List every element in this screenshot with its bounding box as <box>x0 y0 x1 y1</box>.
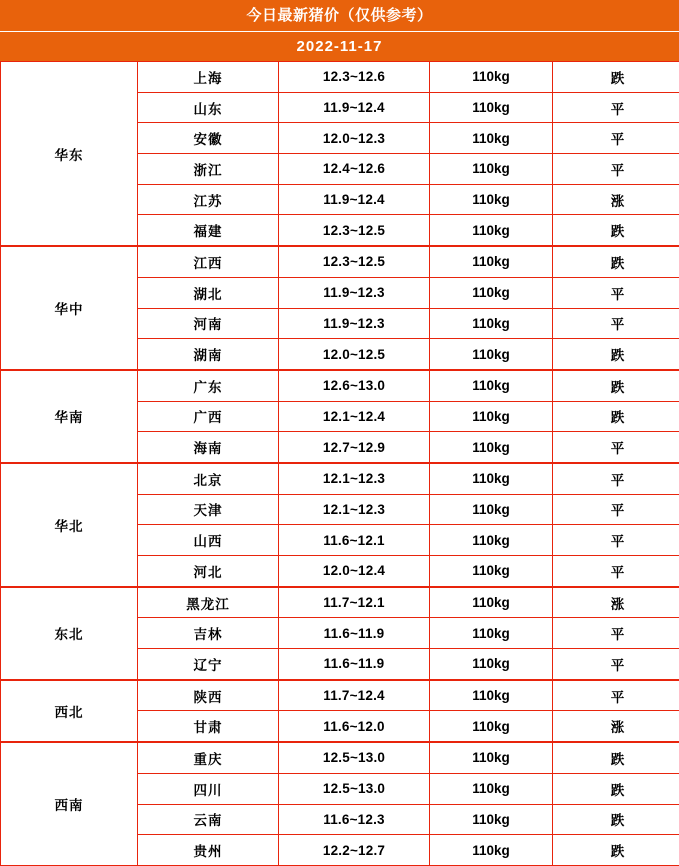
trend-cell: 平 <box>553 525 679 556</box>
trend-cell: 平 <box>553 680 679 711</box>
weight-cell: 110kg <box>430 123 553 154</box>
province-cell: 贵州 <box>138 835 279 866</box>
price-cell: 11.7~12.1 <box>279 587 430 618</box>
price-cell: 11.6~12.1 <box>279 525 430 556</box>
weight-cell: 110kg <box>430 494 553 525</box>
weight-cell: 110kg <box>430 215 553 246</box>
weight-cell: 110kg <box>430 432 553 463</box>
price-cell: 11.9~12.4 <box>279 92 430 123</box>
province-cell: 山东 <box>138 92 279 123</box>
price-cell: 11.9~12.3 <box>279 308 430 339</box>
weight-cell: 110kg <box>430 370 553 401</box>
weight-cell: 110kg <box>430 711 553 742</box>
table-row <box>1 680 679 711</box>
price-cell: 12.1~12.3 <box>279 494 430 525</box>
price-cell: 11.9~12.3 <box>279 277 430 308</box>
province-cell: 安徽 <box>138 123 279 154</box>
trend-cell: 跌 <box>553 215 679 246</box>
province-cell: 海南 <box>138 432 279 463</box>
table-row <box>1 246 679 277</box>
trend-cell: 平 <box>553 308 679 339</box>
price-table-body <box>1 62 679 866</box>
province-cell: 江苏 <box>138 184 279 215</box>
region-cell: 华南 <box>1 370 138 463</box>
price-cell: 12.0~12.5 <box>279 339 430 370</box>
province-cell: 湖北 <box>138 277 279 308</box>
weight-cell: 110kg <box>430 835 553 866</box>
trend-cell: 平 <box>553 494 679 525</box>
province-cell: 湖南 <box>138 339 279 370</box>
weight-cell: 110kg <box>430 773 553 804</box>
province-cell: 广西 <box>138 401 279 432</box>
table-row <box>1 370 679 401</box>
weight-cell: 110kg <box>430 246 553 277</box>
trend-cell: 跌 <box>553 804 679 835</box>
trend-cell: 跌 <box>553 742 679 773</box>
province-cell: 河北 <box>138 556 279 587</box>
trend-cell: 跌 <box>553 62 679 93</box>
price-cell: 11.9~12.4 <box>279 184 430 215</box>
price-cell: 12.3~12.5 <box>279 215 430 246</box>
weight-cell: 110kg <box>430 680 553 711</box>
price-cell: 11.6~12.3 <box>279 804 430 835</box>
table-row <box>1 587 679 618</box>
price-cell: 11.6~11.9 <box>279 618 430 649</box>
weight-cell: 110kg <box>430 92 553 123</box>
region-cell: 华北 <box>1 463 138 587</box>
province-cell: 北京 <box>138 463 279 494</box>
region-cell: 东北 <box>1 587 138 680</box>
weight-cell: 110kg <box>430 649 553 680</box>
price-cell: 11.6~12.0 <box>279 711 430 742</box>
province-cell: 浙江 <box>138 154 279 185</box>
region-cell: 华中 <box>1 246 138 370</box>
trend-cell: 跌 <box>553 370 679 401</box>
province-cell: 云南 <box>138 804 279 835</box>
weight-cell: 110kg <box>430 154 553 185</box>
price-cell: 12.4~12.6 <box>279 154 430 185</box>
trend-cell: 跌 <box>553 773 679 804</box>
province-cell: 四川 <box>138 773 279 804</box>
price-cell: 12.5~13.0 <box>279 742 430 773</box>
trend-cell: 跌 <box>553 401 679 432</box>
weight-cell: 110kg <box>430 62 553 93</box>
price-cell: 12.0~12.4 <box>279 556 430 587</box>
weight-cell: 110kg <box>430 742 553 773</box>
trend-cell: 跌 <box>553 339 679 370</box>
price-cell: 12.5~13.0 <box>279 773 430 804</box>
price-cell: 12.2~12.7 <box>279 835 430 866</box>
page-title: 今日最新猪价（仅供参考） <box>0 0 679 31</box>
province-cell: 辽宁 <box>138 649 279 680</box>
price-cell: 11.7~12.4 <box>279 680 430 711</box>
price-table <box>0 61 679 866</box>
weight-cell: 110kg <box>430 401 553 432</box>
province-cell: 河南 <box>138 308 279 339</box>
province-cell: 重庆 <box>138 742 279 773</box>
province-cell: 江西 <box>138 246 279 277</box>
province-cell: 广东 <box>138 370 279 401</box>
province-cell: 陕西 <box>138 680 279 711</box>
region-cell: 华东 <box>1 62 138 247</box>
weight-cell: 110kg <box>430 587 553 618</box>
region-cell: 西南 <box>1 742 138 865</box>
trend-cell: 平 <box>553 123 679 154</box>
table-row <box>1 463 679 494</box>
weight-cell: 110kg <box>430 804 553 835</box>
price-cell: 12.7~12.9 <box>279 432 430 463</box>
weight-cell: 110kg <box>430 339 553 370</box>
province-cell: 上海 <box>138 62 279 93</box>
weight-cell: 110kg <box>430 525 553 556</box>
table-row <box>1 742 679 773</box>
trend-cell: 平 <box>553 154 679 185</box>
price-cell: 12.3~12.5 <box>279 246 430 277</box>
weight-cell: 110kg <box>430 556 553 587</box>
province-cell: 黑龙江 <box>138 587 279 618</box>
weight-cell: 110kg <box>430 308 553 339</box>
price-cell: 12.3~12.6 <box>279 62 430 93</box>
price-cell: 12.6~13.0 <box>279 370 430 401</box>
trend-cell: 跌 <box>553 835 679 866</box>
province-cell: 天津 <box>138 494 279 525</box>
region-cell: 西北 <box>1 680 138 742</box>
price-cell: 12.1~12.3 <box>279 463 430 494</box>
weight-cell: 110kg <box>430 618 553 649</box>
trend-cell: 平 <box>553 92 679 123</box>
trend-cell: 平 <box>553 277 679 308</box>
province-cell: 吉林 <box>138 618 279 649</box>
trend-cell: 平 <box>553 432 679 463</box>
trend-cell: 平 <box>553 649 679 680</box>
trend-cell: 平 <box>553 556 679 587</box>
trend-cell: 平 <box>553 618 679 649</box>
price-cell: 12.0~12.3 <box>279 123 430 154</box>
report-date: 2022-11-17 <box>0 31 679 61</box>
province-cell: 甘肃 <box>138 711 279 742</box>
trend-cell: 涨 <box>553 184 679 215</box>
trend-cell: 平 <box>553 463 679 494</box>
table-row <box>1 62 679 93</box>
trend-cell: 涨 <box>553 587 679 618</box>
trend-cell: 涨 <box>553 711 679 742</box>
province-cell: 福建 <box>138 215 279 246</box>
province-cell: 山西 <box>138 525 279 556</box>
price-cell: 12.1~12.4 <box>279 401 430 432</box>
price-cell: 11.6~11.9 <box>279 649 430 680</box>
weight-cell: 110kg <box>430 184 553 215</box>
weight-cell: 110kg <box>430 463 553 494</box>
trend-cell: 跌 <box>553 246 679 277</box>
weight-cell: 110kg <box>430 277 553 308</box>
